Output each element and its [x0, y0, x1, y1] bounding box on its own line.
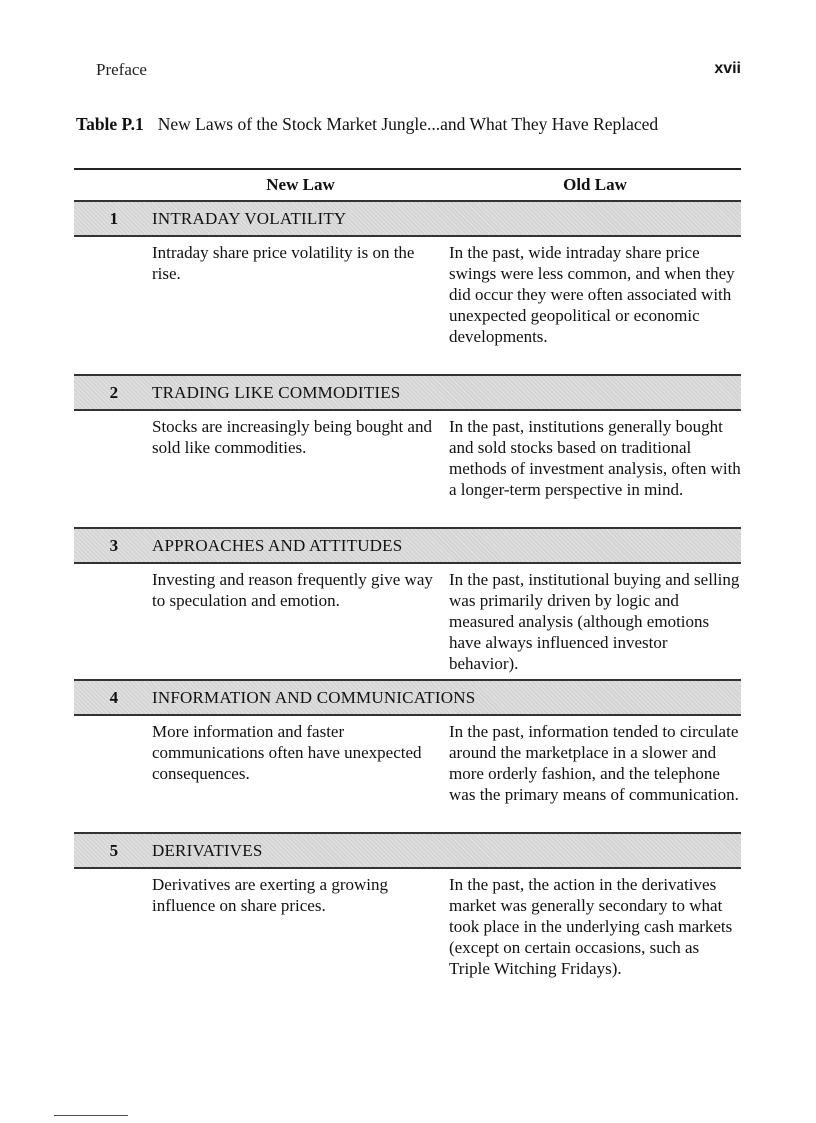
- row-title-band: [74, 679, 741, 716]
- row-number: 3: [109, 535, 119, 555]
- row-title: INTRADAY VOLATILITY: [152, 208, 347, 228]
- row-title-band: [74, 527, 741, 564]
- new-law-text: Derivatives are exerting a growing influence on share prices.: [152, 875, 389, 915]
- table-header-row: [74, 170, 741, 200]
- table-caption: [76, 113, 716, 135]
- laws-table: [74, 168, 741, 1006]
- row-number: 1: [109, 208, 119, 228]
- table-row: [74, 679, 741, 832]
- old-law-text: In the past, institutional buying and selling was primarily driven by logic and measured analysis (although emotions have always influenced investor behavior).: [449, 570, 740, 673]
- row-title: DERIVATIVES: [152, 840, 263, 860]
- new-law-text: More information and faster communications often have unexpected consequences.: [152, 722, 422, 783]
- row-title-band: [74, 832, 741, 869]
- row-body: [74, 869, 741, 1006]
- table-row: [74, 832, 741, 1006]
- row-body: [74, 237, 741, 374]
- table-row: [74, 200, 741, 374]
- row-title: TRADING LIKE COMMODITIES: [152, 382, 401, 402]
- page-number: xvii: [714, 60, 741, 77]
- old-law-text: In the past, information tended to circulate around the marketplace in a slower and more orderly fashion, and the telephone was the primary means of communication.: [449, 722, 739, 804]
- old-law-text: In the past, wide intraday share price swings were less common, and when they did occur they were often associated with unexpected geopolitical or economic developments.: [449, 243, 735, 346]
- running-head: [96, 60, 741, 82]
- table-label: Table P.1: [76, 114, 144, 134]
- new-law-text: Stocks are increasingly being bought and sold like commodities.: [152, 417, 432, 457]
- row-body: [74, 716, 741, 832]
- row-number: 5: [109, 840, 119, 860]
- new-law-text: Investing and reason frequently give way to speculation and emotion.: [152, 570, 433, 610]
- row-body: [74, 564, 741, 679]
- table-row: [74, 527, 741, 679]
- row-title-band: [74, 200, 741, 237]
- old-law-text: In the past, the action in the derivatives market was generally secondary to what took place in the underlying cash markets (except on certain occasions, such as Triple Witching Fridays).: [449, 875, 733, 978]
- row-body: [74, 411, 741, 527]
- row-number: 2: [109, 382, 119, 402]
- table-row: [74, 374, 741, 527]
- row-number: 4: [109, 687, 119, 707]
- row-title-band: [74, 374, 741, 411]
- new-law-header: New Law: [266, 175, 335, 194]
- table-caption-text: New Laws of the Stock Market Jungle...and What They Have Replaced: [157, 114, 659, 134]
- old-law-header: Old Law: [563, 175, 627, 194]
- row-title: INFORMATION AND COMMUNICATIONS: [152, 687, 476, 707]
- old-law-text: In the past, institutions generally bought and sold stocks based on traditional methods of investment analysis, often with a longer-term perspective in mind.: [449, 417, 741, 499]
- row-title: APPROACHES AND ATTITUDES: [152, 535, 403, 555]
- footnote-rule: [54, 1115, 128, 1116]
- new-law-text: Intraday share price volatility is on the rise.: [152, 243, 415, 283]
- section-title: Preface: [96, 60, 147, 79]
